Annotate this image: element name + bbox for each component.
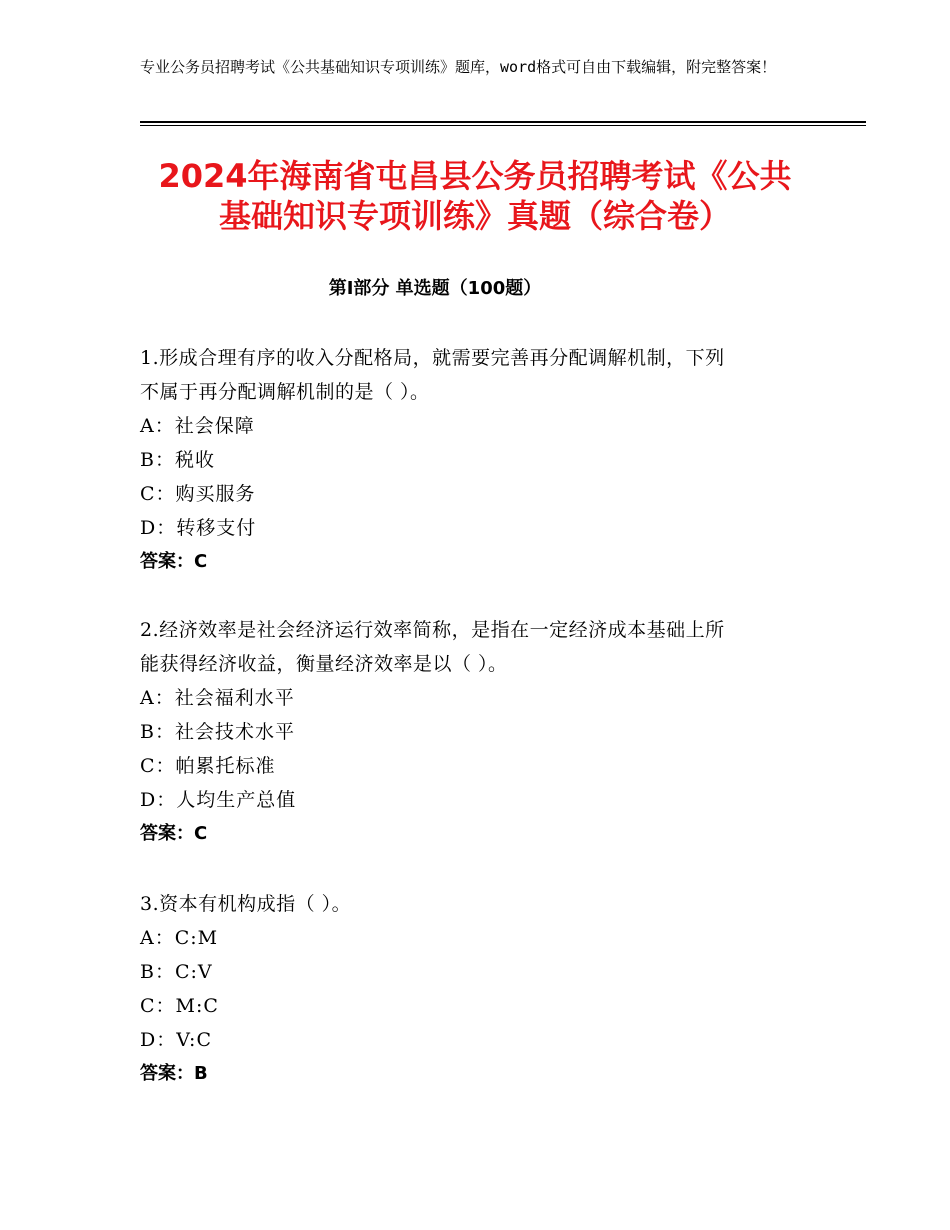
question-stem-line: 能获得经济收益，衡量经济效率是以（ ）。 bbox=[140, 653, 508, 675]
question-stem-line: 2.经济效率是社会经济运行效率简称，是指在一定经济成本基础上所 bbox=[140, 619, 725, 641]
option-b: B：税收 bbox=[140, 449, 215, 471]
question-stem-line: 3.资本有机构成指（ ）。 bbox=[140, 893, 352, 915]
option-c: C：购买服务 bbox=[140, 483, 256, 505]
option-c: C：M:C bbox=[140, 995, 219, 1017]
option-b: B：社会技术水平 bbox=[140, 721, 295, 743]
option-a: A：社会福利水平 bbox=[140, 687, 295, 709]
header-rule-thick bbox=[140, 121, 866, 123]
option-c: C：帕累托标准 bbox=[140, 755, 276, 777]
header-rule-thin bbox=[140, 125, 866, 126]
question-1 bbox=[140, 341, 820, 579]
question-stem-line: 不属于再分配调解机制的是（ ）。 bbox=[140, 381, 430, 403]
document-title bbox=[130, 156, 820, 236]
option-d: D：人均生产总值 bbox=[140, 789, 297, 811]
question-stem-line: 1.形成合理有序的收入分配格局，就需要完善再分配调解机制，下列 bbox=[140, 347, 725, 369]
option-b: B：C:V bbox=[140, 961, 213, 983]
option-d: D：转移支付 bbox=[140, 517, 257, 539]
answer: 答案：B bbox=[140, 1063, 208, 1084]
document-title-line-1: 2024年海南省屯昌县公务员招聘考试《公共 bbox=[158, 157, 792, 195]
option-a: A：C:M bbox=[140, 927, 219, 949]
header-note: 专业公务员招聘考试《公共基础知识专项训练》题库，word格式可自由下载编辑，附完整答案！ bbox=[140, 58, 777, 76]
document-title-line-2: 基础知识专项训练》真题（综合卷） bbox=[218, 197, 731, 235]
section-heading: 第Ⅰ部分 单选题（100题） bbox=[328, 278, 542, 299]
option-a: A：社会保障 bbox=[140, 415, 255, 437]
answer: 答案：C bbox=[140, 823, 208, 844]
option-d: D：V:C bbox=[140, 1029, 212, 1051]
answer: 答案：C bbox=[140, 551, 208, 572]
question-3 bbox=[140, 887, 820, 1091]
question-2 bbox=[140, 613, 820, 851]
